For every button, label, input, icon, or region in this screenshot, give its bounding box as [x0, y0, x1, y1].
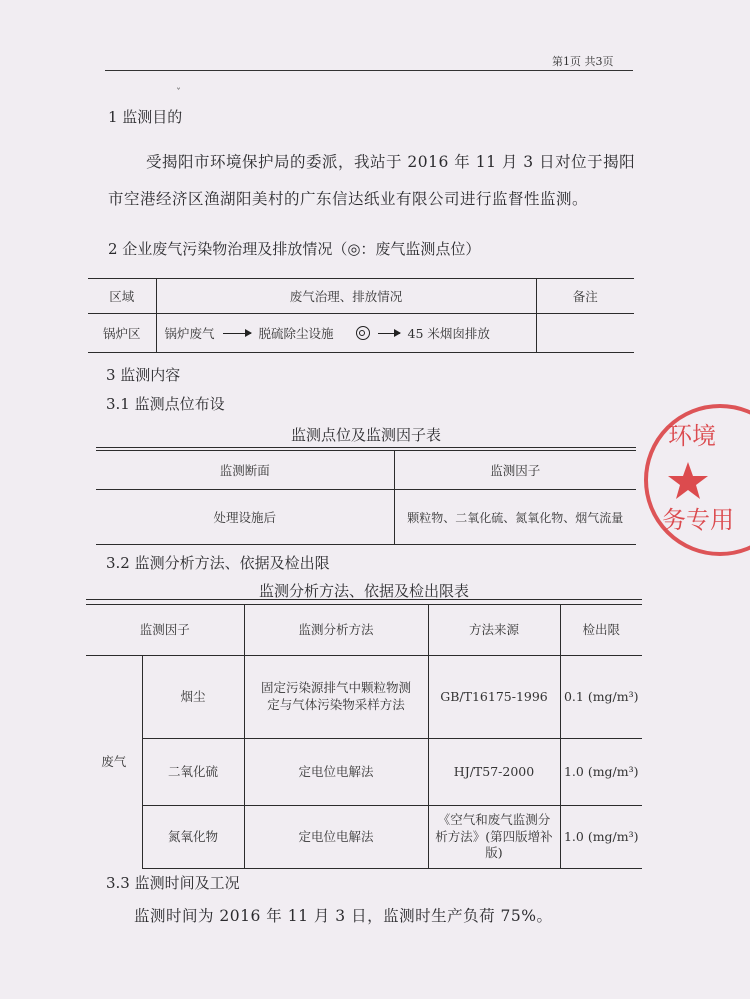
cell-section: 处理设施后 [96, 490, 394, 545]
arrow-icon [223, 333, 251, 334]
section-3-title: 3 监测内容 [106, 366, 181, 384]
svg-text:环境: 环境 [668, 422, 716, 450]
page-number: 第1页 共3页 [552, 55, 614, 68]
table-row [96, 490, 636, 545]
analysis-methods-table [86, 604, 642, 869]
cell-method: 定电位电解法 [244, 739, 428, 806]
section-1-title: 1 监测目的 [108, 108, 183, 126]
header-rule [105, 70, 633, 71]
header-section: 监测断面 [96, 451, 394, 490]
table-row [86, 806, 642, 869]
table-2-top-rule [96, 447, 636, 448]
cell-note [536, 314, 634, 353]
header-source: 方法来源 [428, 605, 560, 656]
treatment-table [88, 278, 634, 353]
section-2-title: 2 企业废气污染物治理及排放情况（◎：废气监测点位） [108, 240, 481, 258]
arrow-icon [378, 333, 400, 334]
header-limit: 检出限 [560, 605, 642, 656]
section-3-1-title: 3.1 监测点位布设 [106, 395, 225, 413]
monitoring-points-table [96, 450, 636, 545]
section-3-3-title: 3.3 监测时间及工况 [106, 874, 240, 892]
process-flow [157, 324, 536, 342]
cell-source: GB/T16175-1996 [428, 656, 560, 739]
table-row [86, 656, 642, 739]
cell-source: HJ/T57-2000 [428, 739, 560, 806]
section-1-para-line2: 市空港经济区渔湖阳美村的广东信达纸业有限公司进行监督性监测。 [108, 190, 589, 208]
svg-text:务专用: 务专用 [662, 506, 734, 534]
header-area: 区域 [88, 279, 156, 314]
official-seal-stamp [640, 400, 750, 560]
header-note: 备注 [536, 279, 634, 314]
table-3-top-rule [86, 599, 642, 600]
cell-factor: 氮氧化物 [142, 806, 244, 869]
cell-limit: 1.0 (mg/m³) [560, 739, 642, 806]
section-3-2-title: 3.2 监测分析方法、依据及检出限 [106, 554, 330, 572]
table-header-row [96, 451, 636, 490]
flow-step-desulfurization: 脱硫除尘设施 [258, 326, 334, 341]
table-row [88, 314, 634, 353]
section-3-3-text: 监测时间为 2016 年 11 月 3 日，监测时生产负荷 75%。 [134, 907, 553, 925]
pen-mark: ˇ [176, 88, 181, 99]
section-1-para-line1: 受揭阳市环境保护局的委派，我站于 2016 年 11 月 3 日对位于揭阳 [146, 153, 636, 171]
cell-flow [156, 314, 536, 353]
cell-factor: 烟尘 [142, 656, 244, 739]
header-treatment: 废气治理、排放情况 [156, 279, 536, 314]
flow-step-boiler-gas: 锅炉废气 [164, 326, 215, 341]
monitoring-point-icon [356, 326, 370, 340]
cell-factor: 二氧化硫 [142, 739, 244, 806]
header-factors: 监测因子 [394, 451, 636, 490]
table-2-caption: 监测点位及监测因子表 [290, 426, 441, 444]
header-factor: 监测因子 [86, 605, 244, 656]
flow-step-chimney: 45 米烟囱排放 [407, 326, 490, 341]
cell-factors: 颗粒物、二氧化硫、氮氧化物、烟气流量 [394, 490, 636, 545]
table-header-row [86, 605, 642, 656]
cell-method: 定电位电解法 [244, 806, 428, 869]
table-row [86, 739, 642, 806]
header-method: 监测分析方法 [244, 605, 428, 656]
table-3-caption: 监测分析方法、依据及检出限表 [258, 582, 469, 600]
cell-area: 锅炉区 [88, 314, 156, 353]
cell-limit: 0.1 (mg/m³) [560, 656, 642, 739]
cell-source: 《空气和废气监测分析方法》(第四版增补版) [428, 806, 560, 869]
cell-category: 废气 [86, 656, 142, 869]
cell-limit: 1.0 (mg/m³) [560, 806, 642, 869]
table-header-row [88, 279, 634, 314]
cell-method: 固定污染源排气中颗粒物测定与气体污染物采样方法 [244, 656, 428, 739]
